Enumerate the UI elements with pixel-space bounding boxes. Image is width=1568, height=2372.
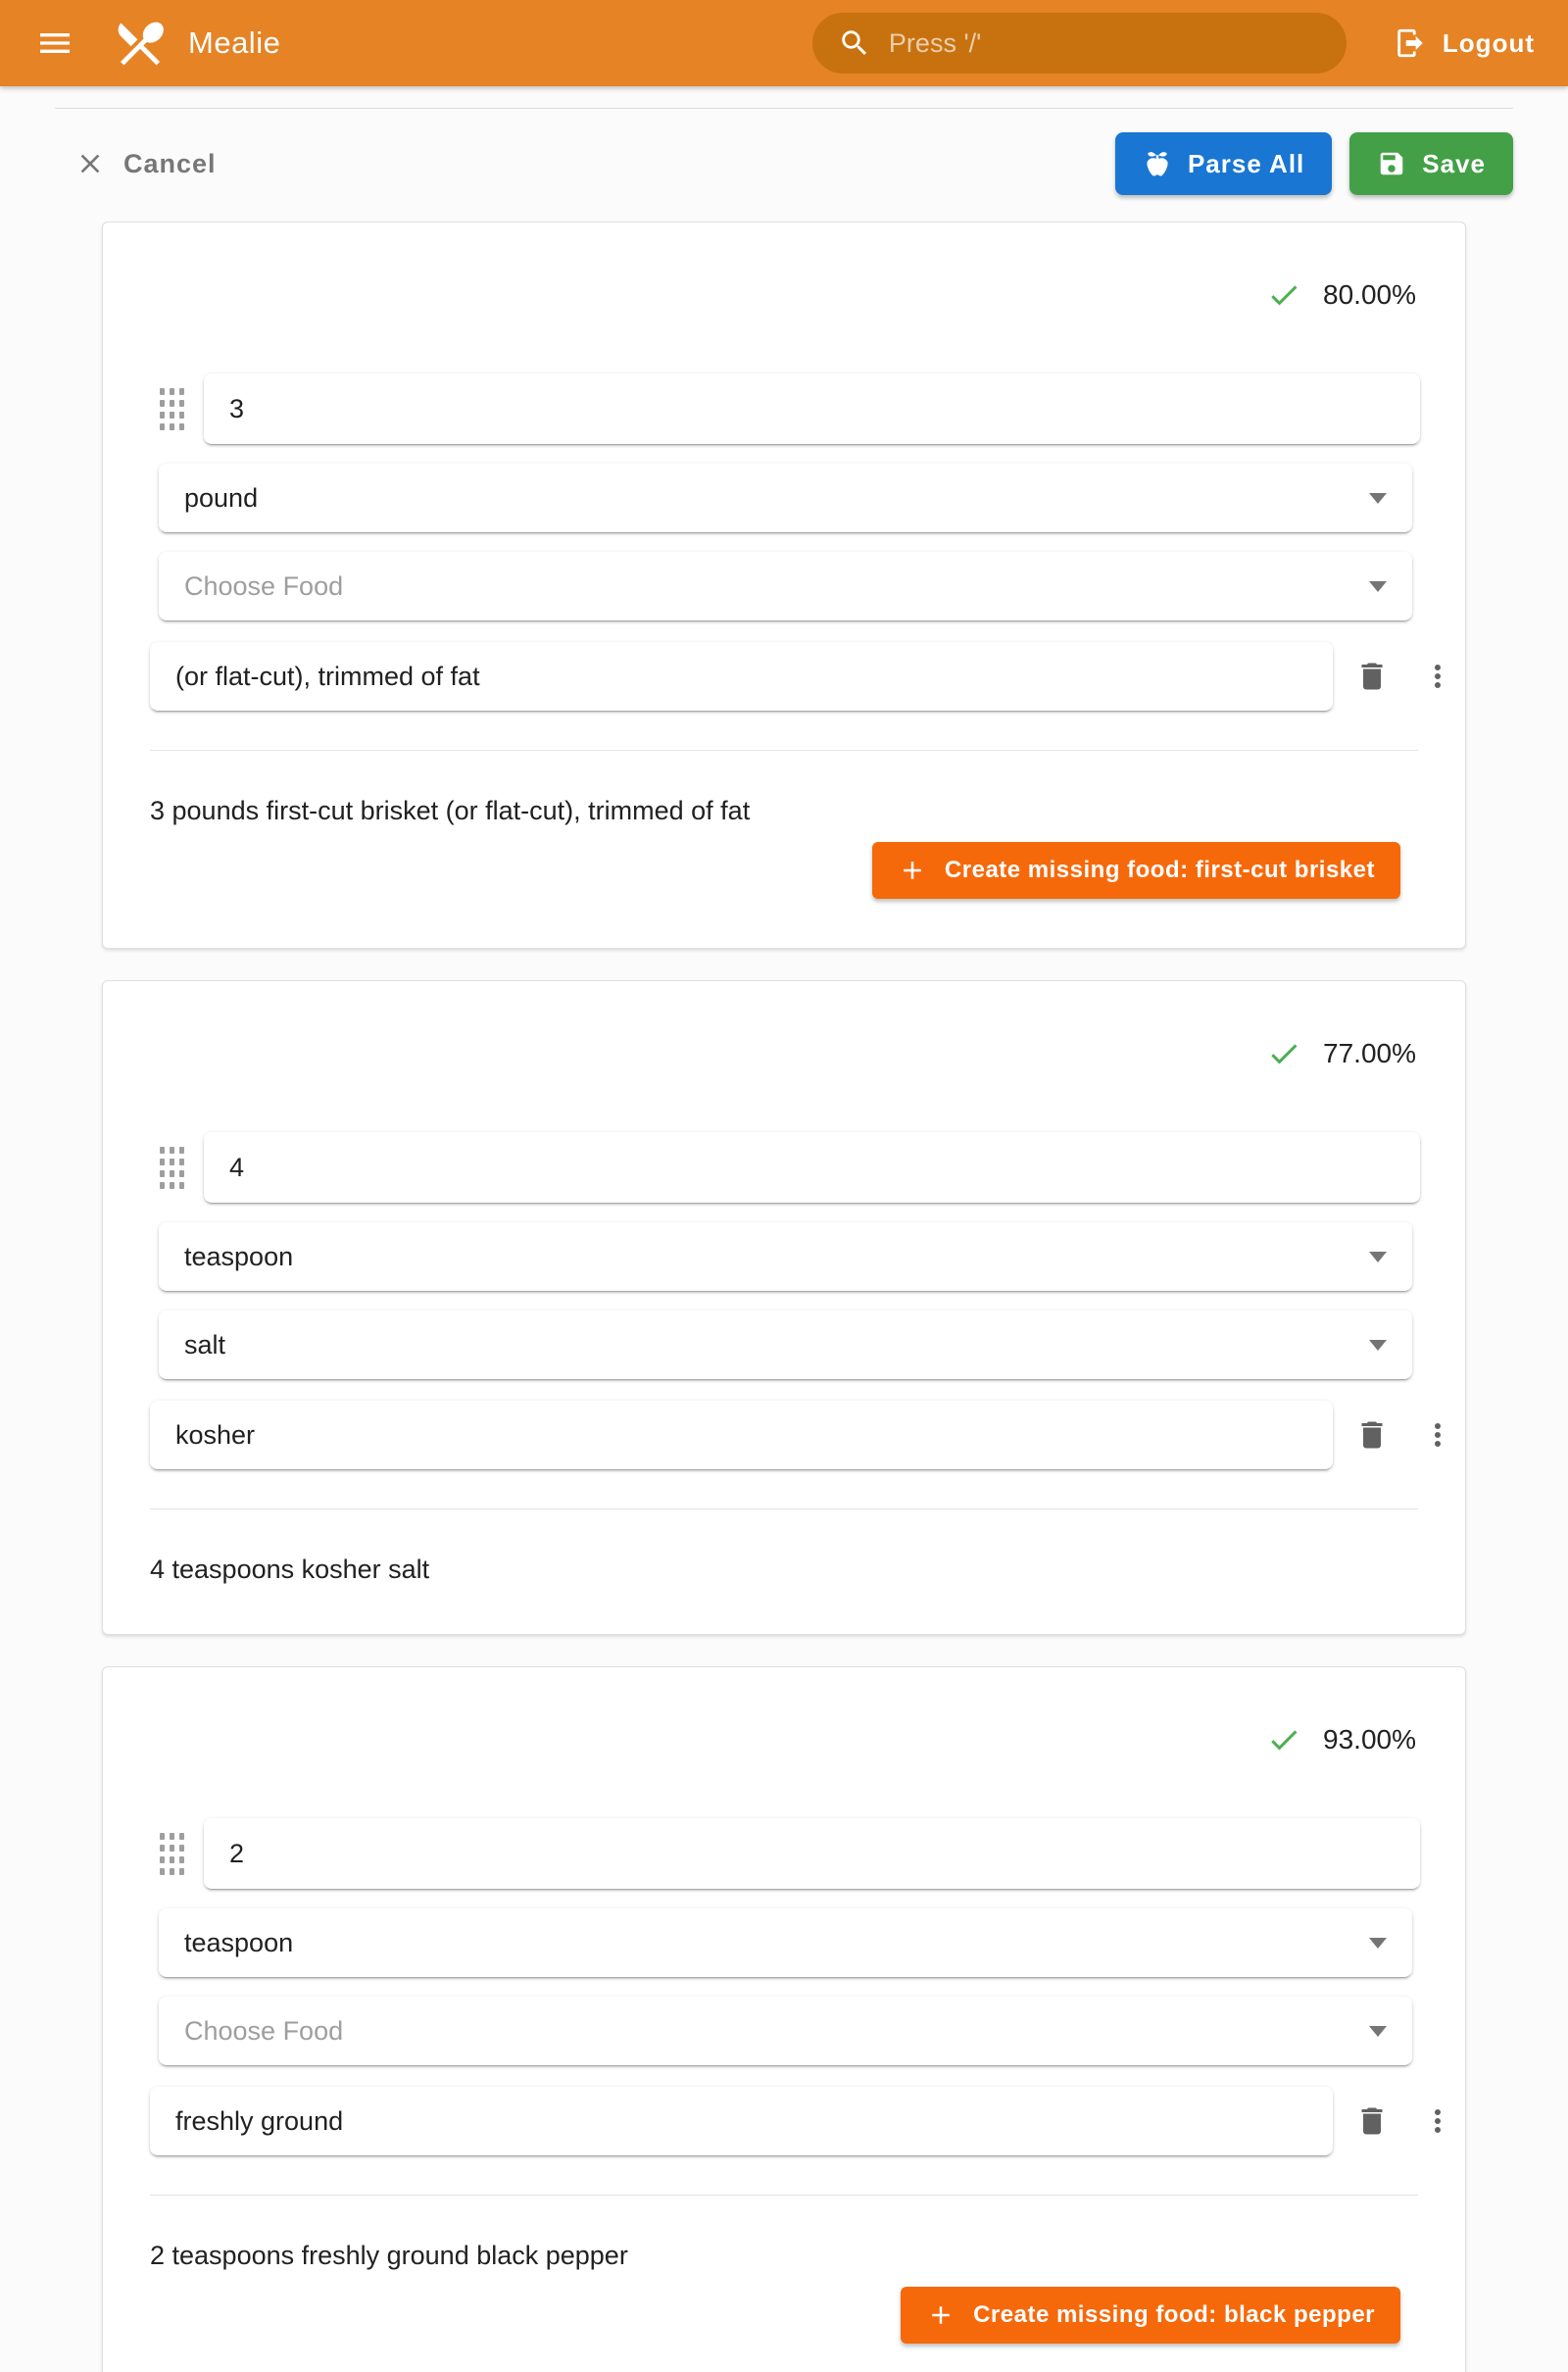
food-row <box>159 552 1412 620</box>
quantity-input[interactable] <box>204 1818 1420 1889</box>
kebab-menu-icon <box>1420 2103 1455 2139</box>
unit-select[interactable] <box>159 464 1412 532</box>
delete-ingredient-button[interactable] <box>1345 648 1398 705</box>
search-bar[interactable] <box>812 13 1347 74</box>
missing-food-row <box>103 2287 1400 2344</box>
ingredient-card <box>102 980 1466 1635</box>
save-icon <box>1377 149 1406 178</box>
quantity-input[interactable] <box>204 1132 1420 1203</box>
parse-confidence <box>103 1667 1465 1757</box>
original-ingredient-text: 3 pounds first-cut brisket (or flat-cut), trimmed of fat <box>150 796 751 825</box>
drag-handle-icon[interactable] <box>160 388 184 430</box>
confidence-value: 80.00% <box>1323 279 1416 310</box>
original-ingredient-text: 4 teaspoons kosher salt <box>150 1555 430 1584</box>
ingredient-menu-button[interactable] <box>1411 648 1465 705</box>
trash-icon <box>1354 2103 1390 2139</box>
food-row <box>159 1310 1412 1379</box>
ingredient-card-list <box>102 222 1466 2372</box>
trash-icon <box>1354 1417 1390 1453</box>
plus-icon <box>926 2300 956 2330</box>
editor-section <box>55 108 1513 2372</box>
delete-ingredient-button[interactable] <box>1345 2093 1398 2150</box>
cancel-button[interactable] <box>74 148 217 179</box>
quantity-input[interactable] <box>204 373 1420 444</box>
create-missing-food-button[interactable] <box>872 842 1400 899</box>
chevron-down-icon <box>1369 1340 1387 1351</box>
search-input[interactable] <box>889 28 1321 59</box>
hamburger-icon <box>35 24 74 63</box>
note-input[interactable] <box>150 1401 1333 1469</box>
save-label: Save <box>1422 148 1486 178</box>
unit-row <box>159 1908 1412 1977</box>
note-input[interactable] <box>150 642 1333 711</box>
trash-icon <box>1354 659 1390 694</box>
fork-knife-icon <box>112 15 169 72</box>
unit-select-value: pound <box>184 482 259 513</box>
chevron-down-icon <box>1369 2026 1387 2037</box>
delete-ingredient-button[interactable] <box>1345 1407 1398 1463</box>
ingredient-menu-button[interactable] <box>1411 1407 1465 1463</box>
parse-confidence <box>103 981 1465 1071</box>
confidence-value: 77.00% <box>1323 1038 1416 1068</box>
editor-toolbar <box>55 109 1513 222</box>
chevron-down-icon <box>1369 581 1387 592</box>
search-icon <box>838 26 871 60</box>
note-row <box>150 1401 1465 1469</box>
unit-select-value: teaspoon <box>184 1241 294 1271</box>
save-button[interactable] <box>1349 132 1513 195</box>
food-select-value: Choose Food <box>184 570 344 601</box>
quantity-row <box>160 1132 1420 1203</box>
check-icon <box>1266 277 1301 313</box>
divider <box>150 750 1418 751</box>
create-missing-food-label: Create missing food: first-cut brisket <box>944 857 1375 883</box>
chevron-down-icon <box>1369 1252 1387 1262</box>
create-missing-food-button[interactable] <box>901 2287 1400 2344</box>
food-select-value: Choose Food <box>184 2015 344 2046</box>
quantity-row <box>160 373 1420 444</box>
missing-food-row <box>103 842 1400 899</box>
original-ingredient-text: 2 teaspoons freshly ground black pepper <box>150 2241 628 2270</box>
kebab-menu-icon <box>1420 659 1455 694</box>
note-input[interactable] <box>150 2087 1333 2155</box>
drag-handle-icon[interactable] <box>160 1147 184 1189</box>
food-select[interactable] <box>159 1310 1412 1379</box>
divider <box>150 1508 1418 1509</box>
unit-row <box>159 464 1412 532</box>
chevron-down-icon <box>1369 1938 1387 1949</box>
parse-all-button[interactable] <box>1115 132 1332 195</box>
confidence-value: 93.00% <box>1323 1724 1416 1754</box>
drag-handle-icon[interactable] <box>160 1833 184 1875</box>
close-icon <box>74 148 106 179</box>
unit-select[interactable] <box>159 1908 1412 1977</box>
plus-icon <box>898 856 927 885</box>
ingredient-card <box>102 1666 1466 2372</box>
food-row <box>159 1997 1412 2065</box>
food-select[interactable] <box>159 552 1412 620</box>
unit-row <box>159 1222 1412 1291</box>
ingredient-menu-button[interactable] <box>1411 2093 1465 2150</box>
logout-icon <box>1394 26 1427 60</box>
hamburger-menu-button[interactable] <box>27 16 82 71</box>
logout-button[interactable] <box>1388 19 1541 68</box>
note-row <box>150 642 1465 711</box>
chevron-down-icon <box>1369 493 1387 504</box>
food-select-value: salt <box>184 1329 226 1359</box>
app-bar <box>0 0 1568 86</box>
create-missing-food-label: Create missing food: black pepper <box>973 2301 1375 2328</box>
apple-icon <box>1143 149 1172 178</box>
ingredient-card <box>102 222 1466 949</box>
toolbar-actions <box>1115 132 1513 195</box>
divider <box>150 2195 1418 2196</box>
app-title: Mealie <box>188 25 281 60</box>
mealie-logo[interactable] <box>112 15 169 72</box>
parse-all-label: Parse All <box>1187 148 1305 178</box>
food-select[interactable] <box>159 1997 1412 2065</box>
check-icon <box>1266 1036 1301 1071</box>
unit-select[interactable] <box>159 1222 1412 1291</box>
kebab-menu-icon <box>1420 1417 1455 1453</box>
quantity-row <box>160 1818 1420 1889</box>
unit-select-value: teaspoon <box>184 1927 294 1957</box>
check-icon <box>1266 1722 1301 1757</box>
parse-confidence <box>103 222 1465 313</box>
note-row <box>150 2087 1465 2155</box>
cancel-label: Cancel <box>123 148 217 178</box>
logout-label: Logout <box>1442 27 1535 58</box>
